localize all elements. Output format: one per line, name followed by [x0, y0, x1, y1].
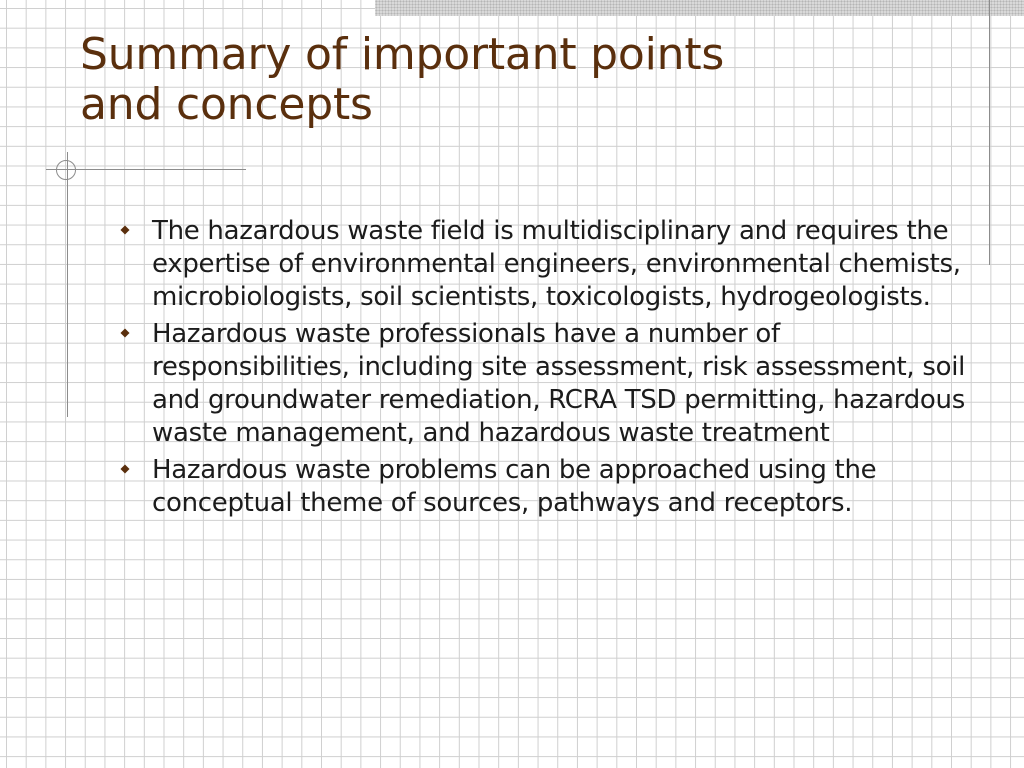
diamond-bullet-icon — [120, 464, 129, 473]
title-underline — [46, 169, 246, 170]
diamond-bullet-icon — [120, 225, 129, 234]
bullet-text: Hazardous waste problems can be approached using the conceptual theme of sources, pathways and receptors. — [152, 455, 877, 518]
bullet-item — [116, 318, 966, 450]
top-decorative-band — [375, 0, 1024, 16]
slide-title — [80, 30, 960, 130]
bullet-item — [116, 454, 966, 520]
right-decorative-line — [989, 0, 990, 265]
slide-title-line-1: Summary of important points — [80, 29, 725, 80]
bullet-item — [116, 215, 966, 314]
bullet-list — [116, 215, 966, 524]
slide-title-line-2: and concepts — [80, 79, 373, 130]
left-decorative-line — [67, 152, 68, 417]
bullet-text: Hazardous waste professionals have a number of responsibilities, including site assessment, risk assessment, soil and groundwater remediation, RCRA TSD permitting, hazardous waste management, and hazardous waste treatment — [152, 319, 966, 448]
corner-circle-ornament — [56, 160, 76, 180]
diamond-bullet-icon — [120, 328, 129, 337]
bullet-text: The hazardous waste field is multidisciplinary and requires the expertise of environmental engineers, environmental chemists, microbiologists, soil scientists, toxicologists, hydrogeologists. — [152, 216, 961, 312]
